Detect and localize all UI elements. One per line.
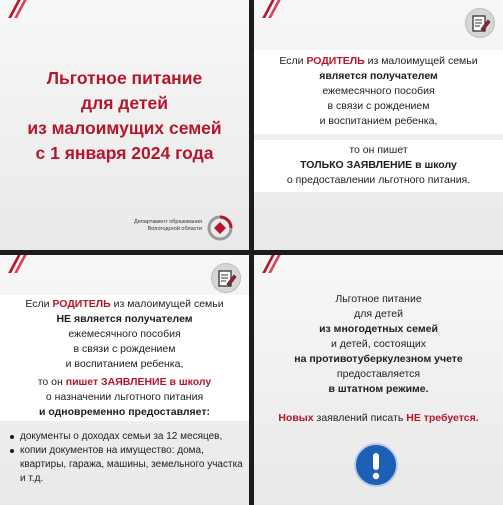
text-line: ТОЛЬКО ЗАЯВЛЕНИЕ в школу <box>300 159 457 171</box>
text-line: является получателем <box>319 70 438 82</box>
text-line: из многодетных семей <box>319 323 438 335</box>
panel-large-families <box>254 255 503 505</box>
title-line: из малоимущих семей <box>27 118 222 138</box>
text-line: о предоставлении льготного питания. <box>286 174 471 186</box>
document-list <box>8 430 246 486</box>
text-block <box>0 295 249 373</box>
text-line: НЕ является получателем <box>56 313 193 325</box>
text-line: на противотуберкулезном учете <box>294 353 463 365</box>
logo-mark-icon <box>206 214 234 242</box>
title-line: Льготное питание <box>46 68 203 88</box>
text-line: Льготное питание <box>335 293 422 305</box>
title-line: с 1 января 2024 года <box>35 143 214 163</box>
text-block <box>0 373 249 421</box>
title-line: для детей <box>81 93 168 113</box>
decor-slash <box>260 255 290 277</box>
text-line: ежемесячного пособия <box>68 328 181 340</box>
main-title <box>0 66 249 166</box>
document-pen-icon <box>211 263 241 293</box>
decor-slash <box>6 255 36 277</box>
text-line: и воспитанием ребенка, <box>319 115 438 127</box>
text-line: в связи с рождением <box>73 343 176 355</box>
department-logo <box>136 214 240 242</box>
text-block <box>254 292 503 426</box>
text-line: предоставляется <box>336 368 421 380</box>
text-line: то он пишет <box>349 144 408 156</box>
text-line: Если РОДИТЕЛЬ из малоимущей семьи <box>279 55 478 67</box>
logo-text: Департамент образования Вологодской области <box>134 219 202 232</box>
text-line: для детей <box>354 308 403 320</box>
text-line: ежемесячного пособия <box>322 85 435 97</box>
document-pen-icon <box>465 8 495 38</box>
text-line: Если РОДИТЕЛЬ из малоимущей семьи <box>25 298 224 310</box>
text-line: и воспитанием ребенка, <box>65 358 184 370</box>
text-line: и одновременно предоставляет: <box>38 406 211 418</box>
text-line: в связи с рождением <box>327 100 430 112</box>
decor-slash <box>6 0 36 22</box>
list-item: документы о доходах семьи за 12 месяцев, <box>8 430 246 444</box>
text-line: то он пишет ЗАЯВЛЕНИЕ в школу <box>37 376 212 388</box>
panel-receives-allowance <box>254 0 503 250</box>
text-line: в штатном режиме. <box>328 383 429 395</box>
panel-title <box>0 0 249 250</box>
text-line: о назначении льготного питания <box>45 391 204 403</box>
exclamation-icon <box>354 443 398 487</box>
text-block <box>254 50 503 134</box>
text-line: и детей, состоящих <box>330 338 427 350</box>
panel-not-receives-allowance <box>0 255 249 505</box>
decor-slash <box>260 0 290 22</box>
text-line: Новых заявлений писать НЕ требуется. <box>278 412 479 424</box>
list-item: копии документов на имущество: дома, квартиры, гаража, машины, земельного участка и т.д. <box>8 444 246 486</box>
text-block <box>254 140 503 192</box>
